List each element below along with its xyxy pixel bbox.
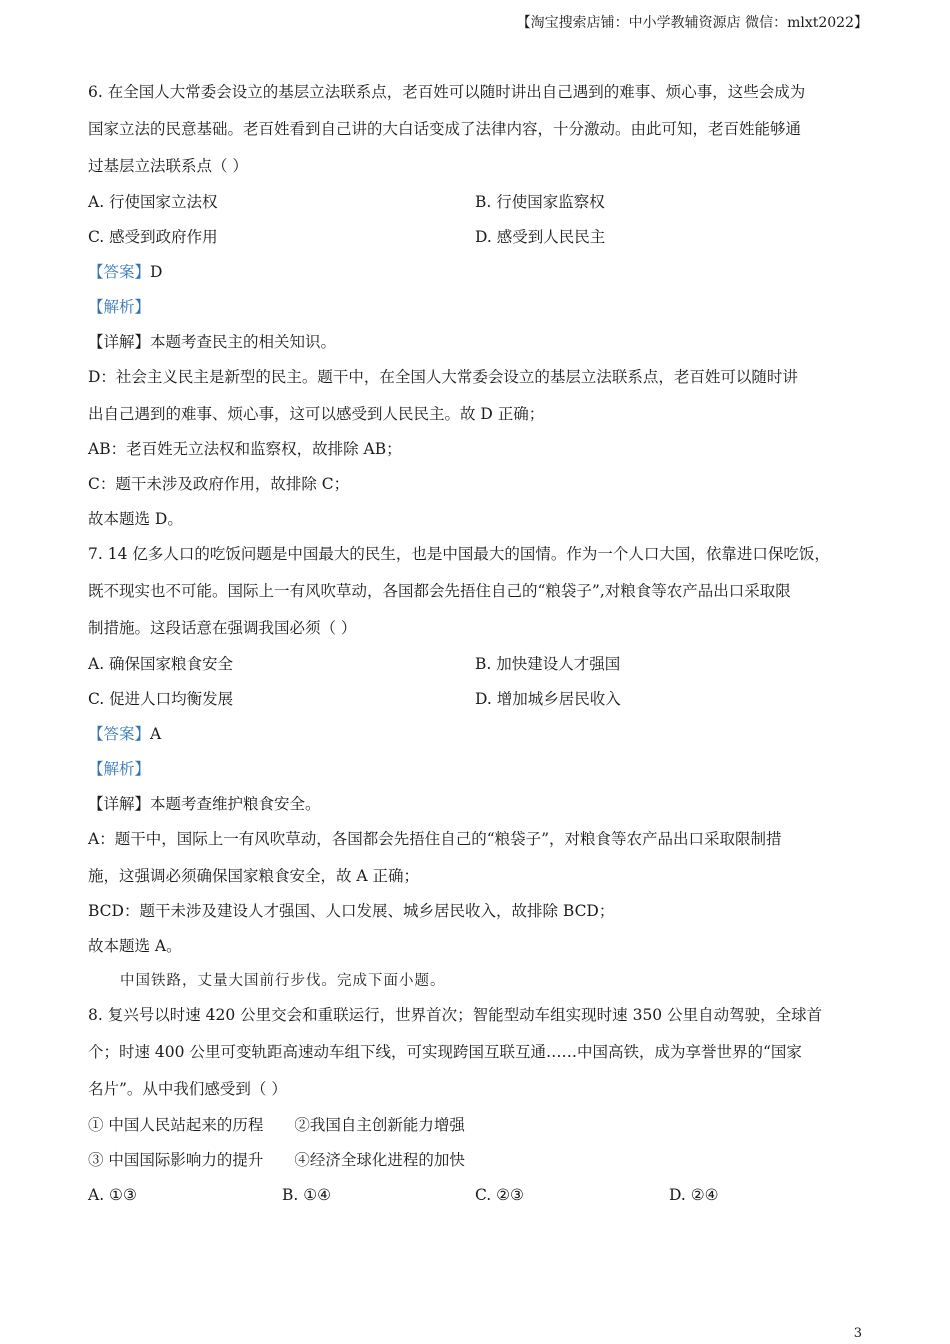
q7-explanation-1: A：题干中，国际上一有风吹草动，各国都会先捂住自己的“粮袋子”，对粮食等农产品出口采取限制措 [88, 830, 782, 848]
q8-intro: 中国铁路，丈量大国前行步伐。完成下面小题。 [120, 973, 446, 989]
q8-option-d: D. ②④ [669, 1186, 719, 1204]
q6-option-b: B. 行使国家监察权 [475, 193, 605, 211]
q8-statements-2: ③ 中国国际影响力的提升 ④经济全球化进程的加快 [88, 1151, 465, 1169]
q6-explanation-1: D：社会主义民主是新型的民主。题干中，在全国人大常委会设立的基层立法联系点，老百姓可以随时讲 [88, 368, 798, 386]
q7-explanation-2: 施，这强调必须确保国家粮食安全，故 A 正确； [88, 867, 420, 885]
q6-stem-line-1: 6. 在全国人大常委会设立的基层立法联系点，老百姓可以随时讲出自己遇到的难事、烦心事，这些会成为 [88, 83, 806, 101]
q6-analysis-tag: 【解析】 [88, 298, 151, 316]
q7-answer [88, 724, 161, 744]
q8-stem-line-1: 8. 复兴号以时速 420 公里交会和重联运行，世界首次；智能型动车组实现时速 350 公里自动驾驶，全球首 [88, 1006, 823, 1024]
q7-option-c: C. 促进人口均衡发展 [88, 690, 234, 708]
q7-stem-line-3: 制措施。这段话意在强调我国必须（ ） [88, 619, 357, 637]
q8-stem-line-3: 名片”。从中我们感受到（ ） [88, 1080, 287, 1098]
q6-option-c: C. 感受到政府作用 [88, 228, 218, 246]
q7-explanation-3: BCD：题干未涉及建设人才强国、人口发展、城乡居民收入，故排除 BCD； [88, 902, 615, 920]
q8-statements-1: ① 中国人民站起来的历程 ②我国自主创新能力增强 [88, 1116, 465, 1134]
q6-option-a: A. 行使国家立法权 [88, 193, 218, 211]
q7-stem-line-1: 7. 14 亿多人口的吃饭问题是中国最大的民生，也是中国最大的国情。作为一个人口大国，依靠进口保吃饭， [88, 545, 830, 563]
q7-analysis-tag: 【解析】 [88, 760, 151, 778]
q8-option-c: C. ②③ [475, 1186, 524, 1204]
q7-option-a: A. 确保国家粮食安全 [88, 655, 234, 673]
answer-value: A [150, 725, 162, 743]
q6-detail: 【详解】本题考查民主的相关知识。 [88, 333, 337, 351]
q6-explanation-5: 故本题选 D。 [88, 510, 183, 528]
q6-explanation-3: AB：老百姓无立法权和监察权，故排除 AB； [88, 440, 402, 458]
q6-option-d: D. 感受到人民民主 [475, 228, 606, 246]
q6-explanation-4: C：题干未涉及政府作用，故排除 C； [88, 475, 350, 493]
q7-explanation-4: 故本题选 A。 [88, 937, 182, 955]
q8-stem-line-2: 个；时速 400 公里可变轨距高速动车组下线，可实现跨国互联互通……中国高铁，成为享誉世界的“国家 [88, 1043, 802, 1061]
answer-tag: 【答案】 [88, 725, 151, 743]
page-header: 【淘宝搜索店铺：中小学教辅资源店 微信：mlxt2022】 [516, 15, 868, 31]
q7-detail: 【详解】本题考查维护粮食安全。 [88, 795, 321, 813]
q6-stem-line-3: 过基层立法联系点（ ） [88, 157, 248, 175]
page-number: 3 [853, 1326, 862, 1341]
q6-answer [88, 262, 162, 282]
answer-tag: 【答案】 [88, 263, 151, 281]
q6-stem-line-2: 国家立法的民意基础。老百姓看到自己讲的大白话变成了法律内容，十分激动。由此可知，老百姓能够通 [88, 120, 802, 138]
q7-option-b: B. 加快建设人才强国 [475, 655, 621, 673]
answer-value: D [150, 263, 163, 281]
q8-option-b: B. ①④ [282, 1186, 332, 1204]
q8-option-a: A. ①③ [88, 1186, 137, 1204]
q7-stem-line-2: 既不现实也不可能。国际上一有风吹草动，各国都会先捂住自己的“粮袋子”,对粮食等农产品出口采取限 [88, 582, 791, 600]
q7-option-d: D. 增加城乡居民收入 [475, 690, 621, 708]
q6-explanation-2: 出自己遇到的难事、烦心事，这可以感受到人民民主。故 D 正确； [88, 405, 545, 423]
